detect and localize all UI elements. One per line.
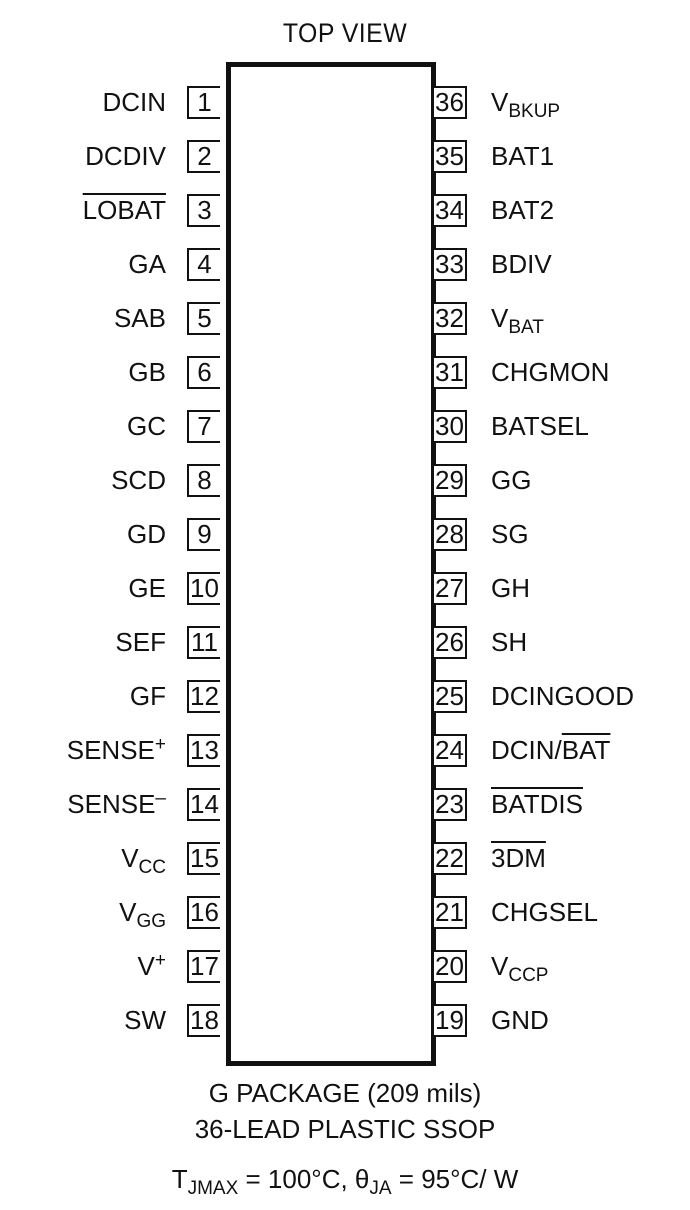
pin-name: CHGMON xyxy=(491,357,610,387)
pin-name: GA xyxy=(128,249,166,279)
pin-label xyxy=(491,680,634,713)
pin-label xyxy=(102,86,166,119)
pin-number-box: 4 xyxy=(187,248,220,281)
pin-name: DCINGOOD xyxy=(491,681,634,711)
pin-label xyxy=(130,680,166,713)
pin-label xyxy=(491,356,609,389)
pin-label xyxy=(127,410,166,443)
pin-name: GD xyxy=(127,519,166,549)
pin-label xyxy=(491,410,589,443)
pin-number-box: 14 xyxy=(187,788,220,821)
pin-label xyxy=(128,356,166,389)
pin-name: BDIV xyxy=(491,249,552,279)
pin-name: GH xyxy=(491,573,530,603)
pin-name: V xyxy=(137,951,155,981)
pin-name: GF xyxy=(129,681,166,711)
pin-number-box: 35 xyxy=(434,140,467,173)
pin-label xyxy=(491,302,544,338)
pin-number-box: 25 xyxy=(434,680,467,713)
pin-number-box: 29 xyxy=(434,464,467,497)
pin-name: SCD xyxy=(111,465,166,495)
pin-number-box: 24 xyxy=(434,734,467,767)
pin-number-box: 15 xyxy=(187,842,220,875)
pin-name: DCDIV xyxy=(85,141,166,171)
package-description: 36-LEAD PLASTIC SSOP xyxy=(194,1114,496,1144)
pin-name: GE xyxy=(128,573,166,603)
pin-name: DCIN/ xyxy=(491,735,562,765)
pin-number-box: 32 xyxy=(434,302,467,335)
pin-subscript: GG xyxy=(136,911,166,932)
pin-number-box: 21 xyxy=(434,896,467,929)
pin-label xyxy=(114,302,166,335)
pin-name: CHGSEL xyxy=(491,897,598,927)
pin-name: SW xyxy=(124,1005,166,1035)
pin-label xyxy=(491,194,554,227)
pin-name: V xyxy=(119,897,137,927)
pin-name: SENSE xyxy=(67,789,156,819)
pin-number-box: 5 xyxy=(187,302,220,335)
pin-superscript: + xyxy=(154,734,166,755)
pin-number-box: 16 xyxy=(187,896,220,929)
pin-label xyxy=(111,464,166,497)
pin-number-box: 11 xyxy=(187,626,220,659)
pin-label xyxy=(491,518,529,551)
theta-symbol: θ xyxy=(354,1164,370,1194)
pin-label xyxy=(67,734,166,767)
pin-number-box: 36 xyxy=(434,86,467,119)
pin-subscript: CC xyxy=(138,857,166,878)
ic-package-body xyxy=(226,62,436,1066)
pin-number-box: 30 xyxy=(434,410,467,443)
pin-name: GND xyxy=(491,1005,549,1035)
pin-number-box: 23 xyxy=(434,788,467,821)
pin-number-box: 3 xyxy=(187,194,220,227)
pin-label xyxy=(491,248,552,281)
pin-name: 3DM xyxy=(491,843,546,873)
pin-label xyxy=(138,950,166,983)
pin-label xyxy=(491,86,561,122)
pin-label xyxy=(124,1004,166,1037)
pin-label xyxy=(491,140,554,173)
thermal-spec xyxy=(0,1164,690,1199)
pin-subscript: BAT xyxy=(508,317,544,338)
pin-number-box: 26 xyxy=(434,626,467,659)
pin-label xyxy=(491,1004,549,1037)
pin-name: BATDIS xyxy=(491,789,583,819)
pin-label xyxy=(83,194,166,227)
pin-label xyxy=(85,140,166,173)
pin-name: GC xyxy=(127,411,166,441)
pin-name: SEF xyxy=(115,627,166,657)
pin-label xyxy=(491,734,610,767)
pin-label xyxy=(128,248,166,281)
pin-name: GG xyxy=(491,465,532,495)
tj-value: = 100°C, xyxy=(238,1164,355,1194)
pin-label xyxy=(491,626,527,659)
pin-number-box: 33 xyxy=(434,248,467,281)
pin-number-box: 22 xyxy=(434,842,467,875)
pin-name: DCIN xyxy=(102,87,166,117)
pin-subscript: BKUP xyxy=(508,101,561,122)
pin-superscript: – xyxy=(155,788,166,809)
pin-label xyxy=(491,950,549,986)
pin-label xyxy=(115,626,166,659)
pin-name: V xyxy=(491,87,509,117)
pin-label xyxy=(121,842,166,878)
tj-symbol: T xyxy=(171,1164,188,1194)
pin-number-box: 10 xyxy=(187,572,220,605)
pin-number-box: 1 xyxy=(187,86,220,119)
theta-subscript: JA xyxy=(369,1178,392,1199)
pin-label xyxy=(67,788,166,821)
pin-name: V xyxy=(491,303,509,333)
pin-number-box: 12 xyxy=(187,680,220,713)
pin-label xyxy=(491,788,583,821)
pin-superscript: + xyxy=(154,950,166,971)
pin-number-box: 27 xyxy=(434,572,467,605)
pin-number-box: 18 xyxy=(187,1004,220,1037)
pin-label xyxy=(491,842,546,875)
pin-number-box: 7 xyxy=(187,410,220,443)
pin-name: BATSEL xyxy=(491,411,589,441)
pin-subscript: CCP xyxy=(508,965,549,986)
pin-label xyxy=(127,518,166,551)
pin-label xyxy=(491,464,531,497)
pin-number-box: 28 xyxy=(434,518,467,551)
pin-name: LOBAT xyxy=(82,195,166,225)
pin-label xyxy=(491,572,530,605)
pin-name: BAT1 xyxy=(491,141,555,171)
pin-name: SG xyxy=(491,519,529,549)
pin-number-box: 13 xyxy=(187,734,220,767)
pin-number-box: 6 xyxy=(187,356,220,389)
pin-number-box: 31 xyxy=(434,356,467,389)
pin-number-box: 8 xyxy=(187,464,220,497)
pin-name: SH xyxy=(491,627,528,657)
diagram-title: TOP VIEW xyxy=(282,18,408,48)
pin-name: BAT2 xyxy=(491,195,555,225)
tj-subscript: JMAX xyxy=(187,1178,239,1199)
pin-name: GB xyxy=(128,357,166,387)
package-name: G PACKAGE (209 mils) xyxy=(208,1078,482,1108)
pin-label xyxy=(128,572,166,605)
pin-label xyxy=(119,896,166,932)
pin-number-box: 34 xyxy=(434,194,467,227)
pin-label xyxy=(491,896,598,929)
pin-number-box: 19 xyxy=(434,1004,467,1037)
pin-number-box: 17 xyxy=(187,950,220,983)
theta-value: = 95°C/ W xyxy=(391,1164,519,1194)
pin-number-box: 2 xyxy=(187,140,220,173)
pin-number-box: 20 xyxy=(434,950,467,983)
pin-name-overlined-suffix: $\overline{BAT}$ xyxy=(561,735,611,765)
pin-number-box: 9 xyxy=(187,518,220,551)
pin-name: V xyxy=(491,951,509,981)
pin-name: V xyxy=(121,843,139,873)
pin-name: SAB xyxy=(113,303,166,333)
pin-name: SENSE xyxy=(66,735,155,765)
